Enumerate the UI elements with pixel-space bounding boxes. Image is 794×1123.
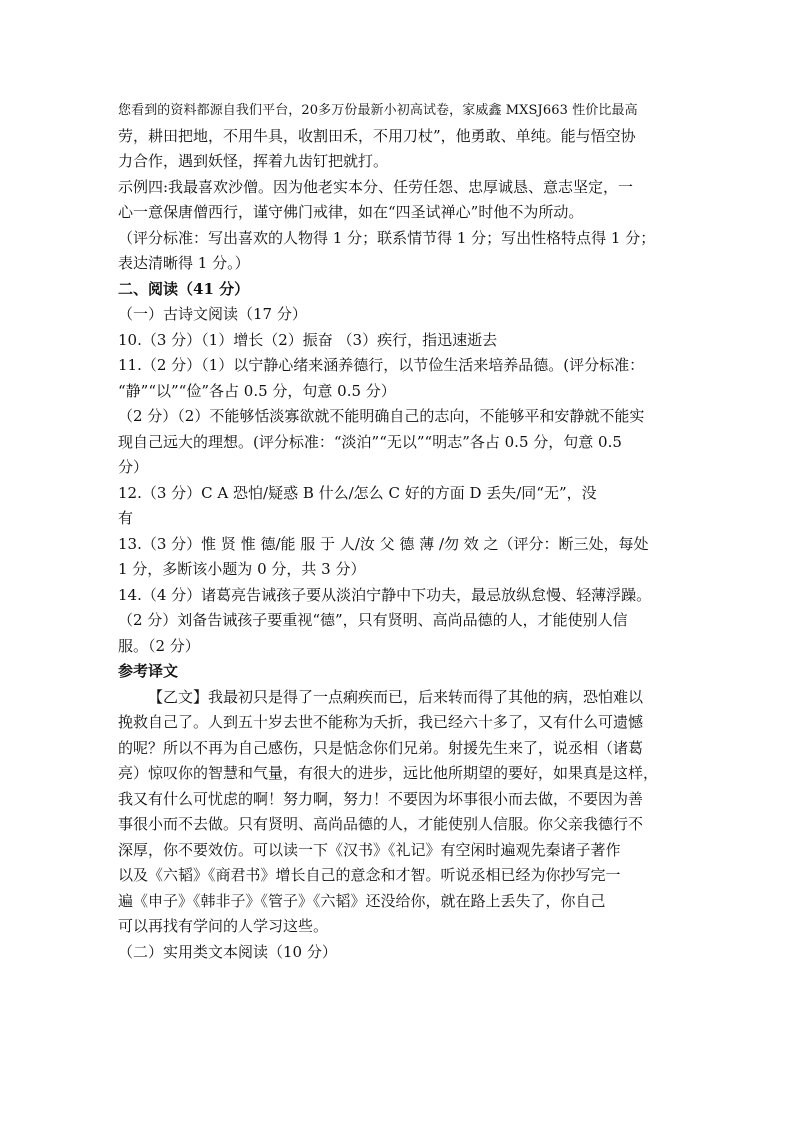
translation-line: 事很小而不去做。只有贤明、高尚品德的人，才能使别人信服。你父亲我德行不 xyxy=(118,815,644,833)
subsection-heading: （一）古诗文阅读（17 分） xyxy=(118,305,307,323)
translation-line: 我又有什么可忧虑的啊！努力啊，努力！不要因为坏事很小而去做，不要因为善 xyxy=(118,789,644,808)
translation-heading: 参考译文 xyxy=(118,662,179,680)
answer-line: 14.（4 分）诸葛亮告诫孩子要从淡泊宁静中下功夫，最忌放纵怠慢、轻薄浮躁。 xyxy=(118,585,652,604)
translation-line: 挽救自己了。人到五十岁去世不能称为夭折，我已经六十多了，又有什么可遗憾 xyxy=(118,713,644,731)
text-line: （评分标准：写出喜欢的人物得 1 分；联系情节得 1 分；写出性格特点得 1 分； xyxy=(118,228,656,247)
section-heading: 二、阅读（41 分） xyxy=(118,279,250,298)
answer-line: 服。（2 分） xyxy=(118,636,200,655)
translation-line: 遍《申子》《韩非子》《管子》《六韬》还没给你，就在路上丢失了，你自己 xyxy=(118,891,606,910)
translation-line: 【乙文】我最初只是得了一点痢疾而已，后来转而得了其他的病，恐怕难以 xyxy=(148,687,644,706)
answer-line: （2 分）刘备告诫孩子要重视“德”，只有贤明、高尚品德的人，才能使别人信 xyxy=(118,611,628,629)
answer-line: 1 分，多断该小题为 0 分，共 3 分） xyxy=(118,560,366,578)
document-body xyxy=(118,98,686,965)
translation-line: 的呢？所以不再为自己感伤，只是惦念你们兄弟。射援先生来了，说丞相（诸葛 xyxy=(118,738,644,757)
text-line: 力合作，遇到妖怪，挥着九齿钉把就打。 xyxy=(118,152,389,170)
answer-line: （2 分）（2）不能够恬淡寡欲就不能明确自己的志向，不能够平和安静就不能实 xyxy=(118,407,645,425)
text-line: 示例四:我最喜欢沙僧。因为他老实本分、任劳任怨、忠厚诚恳、意志坚定，一 xyxy=(118,177,634,196)
translation-line: 可以再找有学问的人学习这些。 xyxy=(118,917,329,935)
answer-line: “静”“以”“俭”各占 0.5 分，句意 0.5 分） xyxy=(118,381,396,400)
text-line: 劳，耕田把地，不用牛具，收割田禾，不用刀杖”，他勇敢、单纯。能与悟空协 xyxy=(118,126,636,145)
translation-line: 亮）惊叹你的智慧和气量，有很大的进步，远比他所期望的要好，如果真是这样， xyxy=(118,764,659,782)
answer-line: 12.（3 分）C A 恐怕/疑惑 B 什么/怎么 C 好的方面 D 丢失/同“无”，没 xyxy=(118,483,597,502)
answer-line: 分） xyxy=(118,458,149,476)
answer-line: 10.（3 分）（1）增长（2）振奋 （3）疾行，指迅速逝去 xyxy=(118,330,498,349)
text-line: 表达清晰得 1 分。） xyxy=(118,254,250,272)
subsection-heading: （二）实用类文本阅读（10 分） xyxy=(118,942,337,961)
header-note: 您看到的资料都源自我们平台，20多万份最新小初高试卷，家威鑫 MXSJ663 性价比最高 xyxy=(118,103,638,118)
answer-line: 13.（3 分）惟 贤 惟 德/能 服 于 人/汝 父 德 薄 /勿 效 之（评分：断三处，每处 xyxy=(118,534,649,553)
answer-line: 现自己远大的理想。(评分标准：“淡泊”“无以”“明志”各占 0.5 分，句意 0.5 xyxy=(118,432,622,451)
text-line: 心一意保唐僧西行，谨守佛门戒律，如在“四圣试禅心”时他不为所动。 xyxy=(118,203,584,221)
answer-line: 有 xyxy=(118,509,134,527)
translation-line: 以及《六韬》《商君书》增长自己的意念和才智。听说丞相已经为你抄写完一 xyxy=(118,866,621,884)
translation-line: 深厚，你不要效仿。可以读一下《汉书》《礼记》有空闲时遍观先秦诸子著作 xyxy=(118,840,621,859)
answer-line: 11.（2 分）（1）以宁静心绪来涵养德行，以节俭生活来培养品德。(评分标准： xyxy=(118,356,645,374)
